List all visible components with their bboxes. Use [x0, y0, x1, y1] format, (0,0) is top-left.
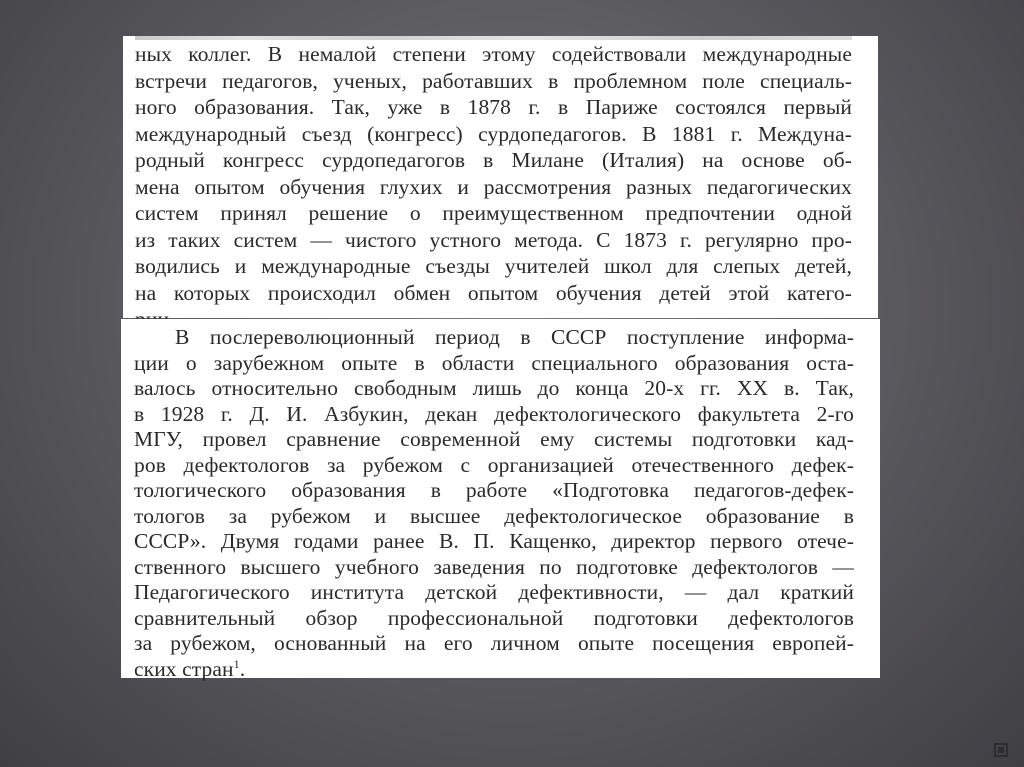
text-line: ственного высшего учебного заведения по подготовке дефектологов — [134, 554, 854, 579]
text-line: Педагогического института детской дефективности, — дал краткий [134, 580, 854, 604]
text-line: ного образования. Так, уже в 1878 г. в Париже состоялся первый [135, 95, 852, 119]
cropped-previous-line [135, 36, 852, 40]
text-line: родный конгресс сурдопедагогов в Милане (Италия) на основе об- [135, 148, 852, 172]
text-line: тологов за рубежом и высшее дефектологическое образование в [134, 503, 854, 528]
text-line: из таких систем — чистого устного метода. С 1873 г. регулярно про- [135, 227, 852, 252]
text-line: за рубежом, основанный на его личном опыте посещения европей- [134, 631, 854, 655]
slide-corner-square-icon [992, 741, 1010, 759]
text-line: международный съезд (конгресс) сурдопедагогов. В 1881 г. Междуна- [135, 121, 852, 146]
text-line: встречи педагогов, ученых, работавших в проблемном поле специаль- [135, 68, 852, 93]
text-line: СССР». Двумя годами ранее В. П. Кащенко, директор первого отече- [134, 529, 854, 553]
text-line: мена опытом обучения глухих и рассмотрения разных педагогических [135, 174, 852, 199]
text-line: сравнительный обзор профессиональной подготовки дефектологов [134, 605, 854, 630]
text-line: водились и международные съезды учителей школ для слепых детей, [135, 254, 852, 278]
text-line: тологического образования в работе «Подготовка педагогов-дефек- [134, 478, 854, 502]
scanned-text-excerpt-bottom [121, 319, 880, 681]
text-line: ных коллег. В немалой степени этому содействовали международные [135, 42, 852, 66]
scanned-text-excerpt-top [123, 36, 878, 318]
text-line: ции о зарубежном опыте в области специального образования оста- [134, 350, 854, 375]
text-line: МГУ, провел сравнение современной ему системы подготовки кад- [134, 427, 854, 451]
text-line: систем принял решение о преимущественном предпочтении одной [135, 201, 852, 225]
text-line: ров дефектологов за рубежом с организацией отечественного дефек- [134, 452, 854, 477]
text-line-final-words: ских стран [134, 656, 234, 681]
footnote-mark: 1 [233, 656, 240, 671]
paragraph-first-line: В послереволюционный период в СССР поступление информа- [175, 325, 854, 349]
final-period: . [239, 656, 246, 681]
text-line: на которых происходил обмен опытом обучения детей этой катего- [135, 280, 852, 305]
text-line: валось относительно свободным лишь до конца 20-х гг. XX в. Так, [134, 376, 854, 400]
text-line-final [134, 657, 854, 683]
text-line: в 1928 г. Д. И. Азбукин, декан дефектологического факультета 2-го [134, 401, 854, 426]
